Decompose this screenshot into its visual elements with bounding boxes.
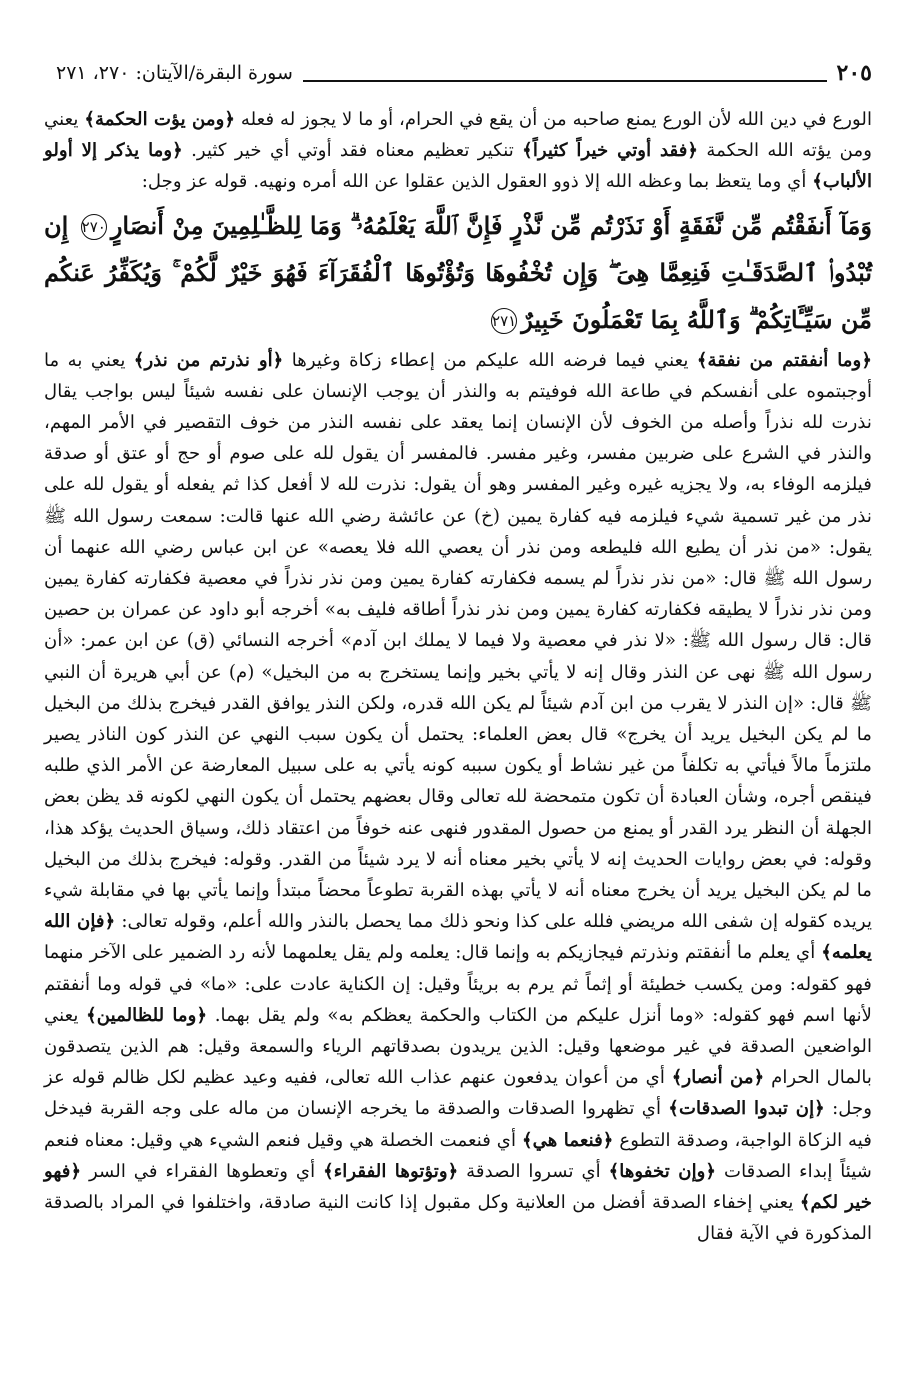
quote-helpers: ﴿من أنصار﴾: [671, 1067, 765, 1089]
intro-text: تنكير تعظيم معناه فقد أوتي أي خير كثير.: [182, 140, 523, 162]
commentary-text: يعني إخفاء الصدقة أفضل من العلانية وكل مقبول إذا كانت النية صادقة، واختلفوا في المراد بالصدقة المذكورة في الآية فقال: [44, 1192, 872, 1245]
commentary-text: أي فنعمت الخصلة هي وقيل فنعم الشيء هي وقيل: معناه فنعم شيئاً إبداء الصدقات: [44, 1129, 873, 1182]
commentary-paragraph: [44, 345, 872, 1250]
page-header: [44, 56, 872, 90]
quote-good: ﴿فقد أوتي خيراً كثيراً﴾: [522, 140, 699, 162]
commentary-text: أي من أعوان يدفعون عنهم عذاب الله تعالى، ففيه وعيد عظيم لكل ظالم قوله عز وجل:: [44, 1067, 872, 1120]
commentary-text: أي وتعطوها الفقراء في السر: [81, 1160, 324, 1182]
page-body: [44, 104, 872, 1250]
commentary-text: أي تسروا الصدقة: [458, 1160, 609, 1182]
quote-excellent: ﴿فنعما هي﴾: [521, 1129, 614, 1151]
intro-text: يعني ومن يؤته الله الحكمة: [44, 109, 872, 162]
ayah-number-270: ٢٧٠: [81, 214, 107, 240]
quote-better: ﴿فهو خير لكم﴾: [44, 1160, 872, 1214]
verse-270: وَمَآ أَنفَقْتُم مِّن نَّفَقَةٍ أَوْ نَذَرْتُم مِّن نَّذْرٍ فَإِنَّ ٱللَّهَ يَعْلَمُهُۥ ۗ وَمَا لِلظَّـٰلِمِينَ مِنْ أَنصَارٍ: [110, 210, 872, 240]
page-number: ٢٠٥: [836, 60, 872, 86]
quote-remember: ﴿وما يذكر إلا أولو الألباب﴾: [44, 140, 872, 193]
quote-vow: ﴿أو نذرتم من نذر﴾: [133, 349, 284, 371]
commentary-text: يعني به ما أوجبتموه على أنفسكم في طاعة الله فوفيتم به والنذر أن يوجب الإنسان على نفسه شيئاً ليس بواجب يقال نذرت لله نذراً وأصله من الخوف لأن الإنسان إنما يعقد على نفسه النذر من خوف التقصير في الأمر المهم، والنذر في الشرع على ضربين مفسر، وغير مفسر. فالمفسر أن يقول لله على صوم أو حج أو عتق أو صدقة فيلزمه الوفاء به، ولا يجزيه غيره وغير المفسر وهو أن يقول: نذرت لله لا أفعل كذا ثم يفعله أو يقول لله على نذر من غير تسمية شيء فيلزمه فيه كفارة يمين (خ) عن عائشة رضي الله عنها قالت: سمعت رسول الله ﷺ يقول: «من نذر أن يطيع الله فليطعه ومن نذر أن يعصي الله فلا يعصه» عن ابن عباس رضي الله عنهما أن رسول الله ﷺ قال: «من نذر نذراً لم يسمه فكفارته كفارة يمين ومن نذر نذراً في معصية فكفارته كفارة يمين ومن نذر نذراً لا يطيقه فكفارته كفارة يمين ومن نذر نذراً أطاقه فليف به» أخرجه أبو داود عن عمران بن حصين قال: قال رسول الله ﷺ: «لا نذر في معصية ولا فيما لا يملك ابن آدم» أخرجه النسائي (ق) عن ابن عمر: «أن رسول الله ﷺ نهى عن النذر وقال إنه لا يأتي بخير وإنما يستخرج به من البخيل» (م) عن أبي هريرة أن النبي ﷺ قال: «إن النذر لا يقرب من ابن آدم شيئاً لم يكن الله قدره، ولكن النذر يوافق القدر فيخرج بذلك من البخيل ما لم يكن البخيل يريد أن يخرج» قال بعض العلماء: يحتمل أن يكون سبب النهي عن النذر كون الناذر يصير ملتزماً مالاً فيأتي به تكلفاً من غير نشاط أو يكون سببه كونه يأتي به على سبيل المعارضة عن الأمر الذي طلبه فينقص أجره، وشأن العبادة أن تكون متمحضة لله تعالى وقال بعضهم يحتمل أن يكون النهي لكونه قد يظن بعض الجهلة أن النظر يرد القدر أو يمنع من حصول المقدور فنهى عنه خوفاً من اعتقاد ذلك، وسياق الحديث يؤكد هذا، وقوله: في بعض روايات الحديث إنه لا يأتي بخير معناه أنه لا يرد شيئاً من القدر. وقوله: فيخرج بذلك من البخيل ما لم يكن البخيل يريد أن يخرج معناه أنه لا يأتي بهذه القربة تطوعاً محضاً مبتدأ وإنما يأتي بها في مقابلة شيء يريده كقوله إن شفى الله مريضي فلله على كذا ونحو ذلك مما يحصل بالنذر والله أعلم، وقوله تعالى:: [44, 349, 873, 933]
intro-paragraph: [44, 104, 872, 198]
quote-conceal: ﴿وإن تخفوها﴾: [608, 1160, 717, 1182]
quote-spend: ﴿وما أنفقتم من نفقة﴾: [696, 349, 872, 371]
commentary-text: يعني الواضعين الصدقة في غير موضعها وقيل: الذين يريدون بصدقاتهم الرياء والسمعة وقيل: هم الذين يتصدقون بالمال الحرام: [44, 1004, 872, 1089]
surah-title: سورة البقرة/الآيتان: ٢٧٠، ٢٧١: [56, 62, 293, 84]
intro-text: الورع في دين الله لأن الورع يمنع صاحبه من أن يقع في الحرام، أو ما لا يجوز له فعله: [235, 109, 872, 130]
commentary-text: أي يعلم ما أنفقتم ونذرتم فيجازيكم به وإنما قال: يعلمه ولم يقل يعلمهما لأنه رد الضمير على الآخر منهما فهو كقوله: ومن يكسب خطيئة أو إثماً ثم يرم به بريئاً وقيل: إن الكناية عادت على: «ما» في قوله وما أنفقتم لأنها اسم فهو كقوله: «وما أنزل عليكم من الكتاب والحكمة يعظكم به» ولم يقل بهما.: [44, 942, 873, 1026]
intro-text: أي وما يتعظ بما وعظه الله إلا ذوو العقول الذين عقلوا عن الله أمره ونهيه. قوله عز وجل:: [141, 171, 813, 193]
ayah-number-271: ٢٧١: [491, 308, 517, 334]
quote-give-poor: ﴿وتؤتوها الفقراء﴾: [323, 1160, 459, 1182]
quran-verses: [44, 202, 872, 343]
verse-271: إِن تُبْدُوا۟ ٱلصَّدَقَـٰتِ فَنِعِمَّا هِىَ ۖ وَإِن تُخْفُوهَا وَتُؤْتُوهَا ٱلْفُقَرَآءَ فَهُوَ خَيْرٌ لَّكُمْ ۚ وَيُكَفِّرُ عَنكُم مِّن سَيِّـَٔاتِكُمْ ۗ وَٱللَّهُ بِمَا تَعْمَلُونَ خَبِيرٌ: [44, 210, 872, 334]
commentary-text: أي تظهروا الصدقات والصدقة ما يخرجه الإنسان من ماله على وجه القربة فيدخل فيه الزكاة الواجبة، وصدقة التطوع: [44, 1098, 872, 1151]
quote-knows: ﴿فإن الله يعلمه﴾: [44, 911, 872, 964]
quote-disclose: ﴿إن تبدوا الصدقات﴾: [668, 1098, 825, 1120]
quote-wise: ﴿ومن يؤت الحكمة﴾: [84, 109, 236, 130]
commentary-text: يعني فيما فرضه الله عليكم من إعطاء زكاة وغيرها: [283, 349, 697, 371]
header-rule: [303, 80, 827, 82]
quote-wrongdoers: ﴿وما للظالمين﴾: [86, 1004, 208, 1026]
